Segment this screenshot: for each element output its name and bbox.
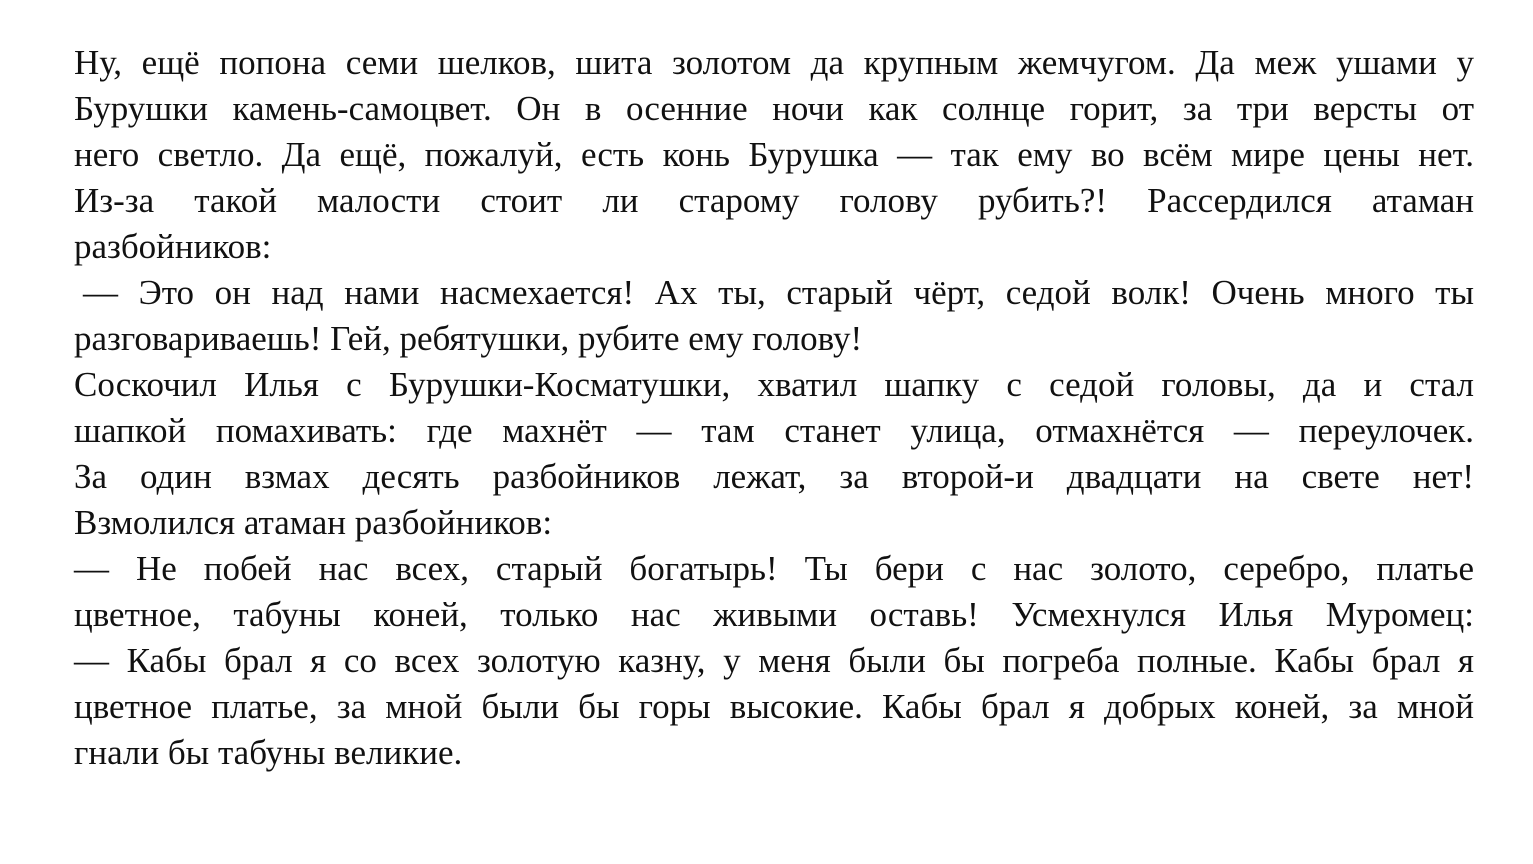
text-line-7: разговариваешь! Гей, ребятушки, рубите ему голову!	[74, 319, 863, 358]
text-line-15: цветное платье, за мной были бы горы высокие. Кабы брал я добрых коней, за мной	[74, 687, 1474, 726]
text-line-12: — Не побей нас всех, старый богатырь! Ты бери с нас золото, серебро, платье	[74, 549, 1474, 588]
document-text	[74, 40, 1474, 776]
text-line-13: цветное, табуны коней, только нас живыми оставь! Усмехнулся Илья Муромец:	[74, 595, 1474, 634]
text-line-10: За один взмах десять разбойников лежат, за второй-и двадцати на свете нет!	[74, 457, 1474, 496]
text-line-8: Соскочил Илья с Бурушки-Косматушки, хватил шапку с седой головы, да и стал	[74, 365, 1474, 404]
text-line-4: Из-за такой малости стоит ли старому голову рубить?! Рассердился атаман	[74, 181, 1474, 220]
text-line-5: разбойников:	[74, 227, 272, 266]
text-line-2: Бурушки камень-самоцвет. Он в осенние ночи как солнце горит, за три версты от	[74, 89, 1474, 128]
text-line-11: Взмолился атаман разбойников:	[74, 503, 553, 542]
text-line-9: шапкой помахивать: где махнёт — там станет улица, отмахнётся — переулочек.	[74, 411, 1474, 450]
text-line-1: Ну, ещё попона семи шелков, шита золотом да крупным жемчугом. Да меж ушами у	[74, 43, 1474, 82]
text-line-3: него светло. Да ещё, пожалуй, есть конь Бурушка — так ему во всём мире цены нет.	[74, 135, 1474, 174]
text-line-16: гнали бы табуны великие.	[74, 733, 463, 772]
text-line-14: — Кабы брал я со всех золотую казну, у меня были бы погреба полные. Кабы брал я	[74, 641, 1474, 680]
text-line-6: — Это он над нами насмехается! Ах ты, старый чёрт, седой волк! Очень много ты	[83, 273, 1474, 312]
